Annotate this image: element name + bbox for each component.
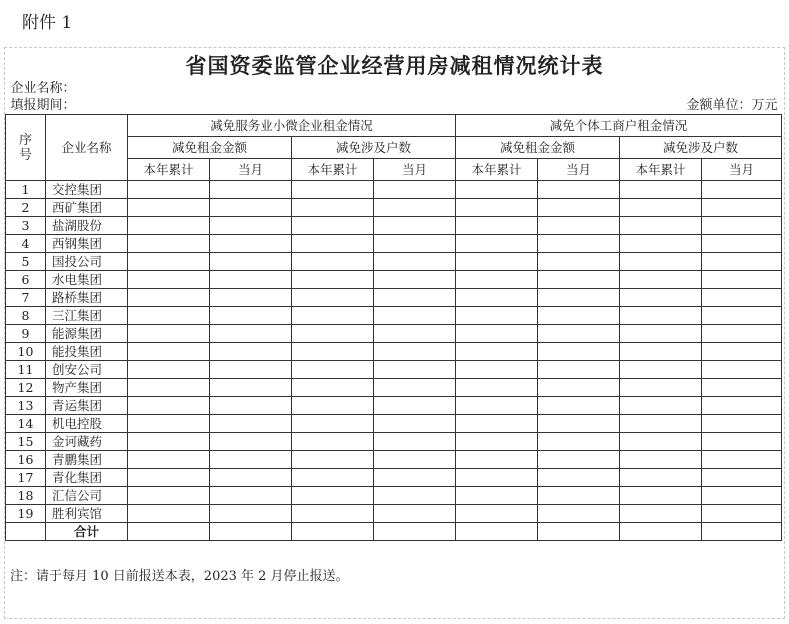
value-cell[interactable] (456, 361, 538, 379)
value-cell[interactable] (456, 271, 538, 289)
value-cell[interactable] (456, 289, 538, 307)
value-cell[interactable] (456, 433, 538, 451)
grid-cell (210, 97, 292, 115)
value-cell[interactable] (128, 199, 210, 217)
small-business-group-header: 减免服务业小微企业租金情况 (128, 115, 456, 137)
unit-label: 金额单位：万元 (686, 98, 778, 113)
value-cell[interactable] (456, 487, 538, 505)
value-cell[interactable] (292, 343, 374, 361)
total-cell[interactable] (292, 523, 374, 541)
value-cell[interactable] (702, 433, 782, 451)
value-cell[interactable] (620, 325, 702, 343)
table-row (6, 505, 782, 523)
row-number: 18 (6, 487, 46, 505)
value-cell[interactable] (456, 217, 538, 235)
value-cell[interactable] (210, 235, 292, 253)
total-cell[interactable] (456, 523, 538, 541)
value-cell[interactable] (374, 415, 456, 433)
attachment-label: 附件 1 (22, 13, 73, 33)
value-cell[interactable] (620, 379, 702, 397)
row-company-name: 盐湖股份 (46, 217, 128, 235)
value-cell[interactable] (292, 451, 374, 469)
value-cell[interactable] (292, 181, 374, 199)
value-cell[interactable] (128, 415, 210, 433)
value-cell[interactable] (210, 289, 292, 307)
value-cell[interactable] (374, 397, 456, 415)
value-cell[interactable] (538, 433, 620, 451)
table-row (6, 289, 782, 307)
value-cell[interactable] (374, 451, 456, 469)
value-cell[interactable] (374, 181, 456, 199)
row-company-name: 青鹏集团 (46, 451, 128, 469)
period-cell[interactable] (128, 97, 210, 115)
value-cell[interactable] (702, 181, 782, 199)
value-cell[interactable] (374, 325, 456, 343)
company-name-label: 企业名称： (10, 81, 76, 96)
total-row (6, 523, 782, 541)
value-cell[interactable] (210, 433, 292, 451)
total-cell[interactable] (128, 523, 210, 541)
value-cell[interactable] (210, 379, 292, 397)
value-cell[interactable] (128, 343, 210, 361)
value-cell[interactable] (374, 433, 456, 451)
row-company-name: 能源集团 (46, 325, 128, 343)
value-cell[interactable] (374, 343, 456, 361)
value-cell[interactable] (620, 217, 702, 235)
value-cell[interactable] (702, 361, 782, 379)
value-cell[interactable] (456, 505, 538, 523)
value-cell[interactable] (620, 361, 702, 379)
row-company-name: 水电集团 (46, 271, 128, 289)
row-company-name: 交控集团 (46, 181, 128, 199)
row-company-name: 创安公司 (46, 361, 128, 379)
value-cell[interactable] (538, 181, 620, 199)
value-cell[interactable] (456, 415, 538, 433)
value-cell[interactable] (538, 325, 620, 343)
period-row (6, 97, 782, 115)
row-number: 3 (6, 217, 46, 235)
row-number: 7 (6, 289, 46, 307)
small-amount-header: 减免租金金额 (128, 137, 292, 159)
value-cell[interactable] (292, 469, 374, 487)
row-number: 16 (6, 451, 46, 469)
value-cell[interactable] (456, 307, 538, 325)
row-number: 10 (6, 343, 46, 361)
value-cell[interactable] (702, 235, 782, 253)
row-company-name: 三江集团 (46, 307, 128, 325)
value-cell[interactable] (292, 235, 374, 253)
value-cell[interactable] (620, 181, 702, 199)
value-cell[interactable] (538, 415, 620, 433)
value-cell[interactable] (292, 397, 374, 415)
table-row (6, 487, 782, 505)
value-cell[interactable] (538, 199, 620, 217)
table-row (6, 415, 782, 433)
value-cell[interactable] (128, 487, 210, 505)
value-cell[interactable] (538, 289, 620, 307)
table-row (6, 181, 782, 199)
table-row (6, 379, 782, 397)
small-households-header: 减免涉及户数 (292, 137, 456, 159)
value-cell[interactable] (702, 487, 782, 505)
value-cell[interactable] (210, 217, 292, 235)
value-cell[interactable] (620, 397, 702, 415)
row-number: 11 (6, 361, 46, 379)
table-row (6, 343, 782, 361)
value-cell[interactable] (620, 307, 702, 325)
value-cell[interactable] (702, 469, 782, 487)
value-cell[interactable] (374, 253, 456, 271)
value-cell[interactable] (210, 181, 292, 199)
value-cell[interactable] (702, 325, 782, 343)
value-cell[interactable] (620, 505, 702, 523)
table-row (6, 271, 782, 289)
value-cell[interactable] (374, 271, 456, 289)
value-cell[interactable] (210, 343, 292, 361)
value-cell[interactable] (292, 505, 374, 523)
row-number: 14 (6, 415, 46, 433)
total-seq-cell (6, 523, 46, 541)
row-number: 12 (6, 379, 46, 397)
value-cell[interactable] (702, 307, 782, 325)
value-cell[interactable] (456, 325, 538, 343)
value-cell[interactable] (702, 289, 782, 307)
value-cell[interactable] (374, 469, 456, 487)
value-cell[interactable] (292, 307, 374, 325)
row-company-name: 物产集团 (46, 379, 128, 397)
table-row (6, 397, 782, 415)
value-cell[interactable] (538, 397, 620, 415)
value-cell[interactable] (702, 505, 782, 523)
table-row (6, 325, 782, 343)
row-company-name: 金诃藏药 (46, 433, 128, 451)
row-company-name: 青运集团 (46, 397, 128, 415)
row-company-name: 胜利宾馆 (46, 505, 128, 523)
value-cell[interactable] (456, 235, 538, 253)
row-number: 4 (6, 235, 46, 253)
period-label: 填报期间： (10, 98, 76, 113)
value-cell[interactable] (620, 253, 702, 271)
value-cell[interactable] (210, 397, 292, 415)
value-cell[interactable] (128, 361, 210, 379)
value-cell[interactable] (128, 451, 210, 469)
value-cell[interactable] (456, 343, 538, 361)
row-company-name: 机电控股 (46, 415, 128, 433)
value-cell[interactable] (292, 433, 374, 451)
table-row (6, 451, 782, 469)
value-cell[interactable] (620, 199, 702, 217)
value-cell[interactable] (210, 253, 292, 271)
value-cell[interactable] (210, 361, 292, 379)
grid-cell (702, 80, 782, 97)
row-number: 13 (6, 397, 46, 415)
value-cell[interactable] (292, 271, 374, 289)
company-header: 企业名称 (46, 115, 128, 181)
row-number: 9 (6, 325, 46, 343)
ytd-header: 本年累计 (620, 159, 702, 181)
value-cell[interactable] (702, 397, 782, 415)
month-header: 当月 (210, 159, 292, 181)
month-header: 当月 (702, 159, 782, 181)
grid-cell (374, 80, 456, 97)
value-cell[interactable] (538, 451, 620, 469)
value-cell[interactable] (620, 451, 702, 469)
value-cell[interactable] (128, 469, 210, 487)
value-cell[interactable] (128, 505, 210, 523)
ytd-header: 本年累计 (292, 159, 374, 181)
individual-households-header: 减免涉及户数 (620, 137, 782, 159)
value-cell[interactable] (702, 199, 782, 217)
value-cell[interactable] (374, 235, 456, 253)
value-cell[interactable] (128, 289, 210, 307)
company-name-row (6, 80, 782, 97)
row-number: 8 (6, 307, 46, 325)
table-row (6, 253, 782, 271)
table-row (6, 469, 782, 487)
row-number: 5 (6, 253, 46, 271)
row-number: 2 (6, 199, 46, 217)
value-cell[interactable] (702, 379, 782, 397)
value-cell[interactable] (538, 307, 620, 325)
ytd-header: 本年累计 (456, 159, 538, 181)
value-cell[interactable] (620, 271, 702, 289)
value-cell[interactable] (128, 433, 210, 451)
value-cell[interactable] (210, 307, 292, 325)
value-cell[interactable] (292, 325, 374, 343)
value-cell[interactable] (292, 217, 374, 235)
value-cell[interactable] (456, 397, 538, 415)
value-cell[interactable] (538, 271, 620, 289)
value-cell[interactable] (128, 397, 210, 415)
value-cell[interactable] (374, 487, 456, 505)
row-number: 17 (6, 469, 46, 487)
value-cell[interactable] (128, 325, 210, 343)
value-cell[interactable] (292, 415, 374, 433)
value-cell[interactable] (620, 343, 702, 361)
value-cell[interactable] (620, 433, 702, 451)
value-cell[interactable] (210, 451, 292, 469)
value-cell[interactable] (620, 487, 702, 505)
value-cell[interactable] (620, 469, 702, 487)
value-cell[interactable] (374, 307, 456, 325)
value-cell[interactable] (538, 217, 620, 235)
value-cell[interactable] (128, 217, 210, 235)
row-company-name: 青化集团 (46, 469, 128, 487)
value-cell[interactable] (538, 361, 620, 379)
statistics-table (5, 80, 782, 541)
value-cell[interactable] (210, 199, 292, 217)
table-row (6, 433, 782, 451)
value-cell[interactable] (538, 343, 620, 361)
value-cell[interactable] (374, 361, 456, 379)
value-cell[interactable] (702, 217, 782, 235)
row-number: 6 (6, 271, 46, 289)
value-cell[interactable] (702, 271, 782, 289)
value-cell[interactable] (210, 469, 292, 487)
value-cell[interactable] (374, 217, 456, 235)
value-cell[interactable] (210, 415, 292, 433)
value-cell[interactable] (292, 487, 374, 505)
value-cell[interactable] (538, 253, 620, 271)
value-cell[interactable] (374, 199, 456, 217)
value-cell[interactable] (538, 379, 620, 397)
value-cell[interactable] (374, 379, 456, 397)
value-cell[interactable] (702, 451, 782, 469)
table-row (6, 307, 782, 325)
value-cell[interactable] (292, 379, 374, 397)
month-header: 当月 (538, 159, 620, 181)
value-cell[interactable] (456, 469, 538, 487)
value-cell[interactable] (620, 289, 702, 307)
grid-cell (538, 80, 620, 97)
total-cell[interactable] (210, 523, 292, 541)
header-row-1 (6, 115, 782, 137)
value-cell[interactable] (620, 415, 702, 433)
value-cell[interactable] (128, 253, 210, 271)
value-cell[interactable] (128, 181, 210, 199)
total-cell[interactable] (374, 523, 456, 541)
value-cell[interactable] (210, 505, 292, 523)
row-company-name: 能投集团 (46, 343, 128, 361)
value-cell[interactable] (128, 379, 210, 397)
total-label: 合计 (46, 523, 128, 541)
grid-cell (374, 97, 456, 115)
value-cell[interactable] (456, 451, 538, 469)
row-company-name: 西钢集团 (46, 235, 128, 253)
table-row (6, 235, 782, 253)
table-row (6, 361, 782, 379)
value-cell[interactable] (538, 505, 620, 523)
value-cell[interactable] (538, 487, 620, 505)
value-cell[interactable] (702, 343, 782, 361)
value-cell[interactable] (128, 307, 210, 325)
table-row (6, 199, 782, 217)
individual-business-group-header: 减免个体工商户租金情况 (456, 115, 782, 137)
individual-amount-header: 减免租金金额 (456, 137, 620, 159)
value-cell[interactable] (538, 235, 620, 253)
row-company-name: 西矿集团 (46, 199, 128, 217)
value-cell[interactable] (128, 271, 210, 289)
value-cell[interactable] (374, 289, 456, 307)
ytd-header: 本年累计 (128, 159, 210, 181)
value-cell[interactable] (456, 199, 538, 217)
grid-cell (620, 80, 702, 97)
grid-cell (292, 80, 374, 97)
month-header: 当月 (374, 159, 456, 181)
value-cell[interactable] (456, 379, 538, 397)
value-cell[interactable] (538, 469, 620, 487)
value-cell[interactable] (620, 235, 702, 253)
value-cell[interactable] (292, 289, 374, 307)
total-cell[interactable] (538, 523, 620, 541)
value-cell[interactable] (210, 271, 292, 289)
value-cell[interactable] (702, 253, 782, 271)
value-cell[interactable] (456, 253, 538, 271)
seq-header: 序号 (6, 115, 46, 181)
row-number: 1 (6, 181, 46, 199)
value-cell[interactable] (128, 235, 210, 253)
grid-cell (456, 80, 538, 97)
footnote: 注：请于每月 10 日前报送本表，2023 年 2 月停止报送。 (10, 569, 349, 584)
total-cell[interactable] (702, 523, 782, 541)
value-cell[interactable] (210, 325, 292, 343)
row-company-name: 路桥集团 (46, 289, 128, 307)
value-cell[interactable] (292, 199, 374, 217)
value-cell[interactable] (456, 181, 538, 199)
grid-cell (292, 97, 374, 115)
form-title: 省国资委监管企业经营用房减租情况统计表 (185, 53, 604, 78)
row-company-name: 汇信公司 (46, 487, 128, 505)
row-number: 19 (6, 505, 46, 523)
value-cell[interactable] (374, 505, 456, 523)
value-cell[interactable] (292, 253, 374, 271)
table-row (6, 217, 782, 235)
value-cell[interactable] (292, 361, 374, 379)
grid-cell (456, 97, 538, 115)
grid-cell (538, 97, 620, 115)
data-rows (6, 181, 782, 523)
value-cell[interactable] (210, 487, 292, 505)
company-name-cell[interactable] (128, 80, 210, 97)
total-cell[interactable] (620, 523, 702, 541)
row-company-name: 国投公司 (46, 253, 128, 271)
grid-cell (210, 80, 292, 97)
value-cell[interactable] (702, 415, 782, 433)
row-number: 15 (6, 433, 46, 451)
